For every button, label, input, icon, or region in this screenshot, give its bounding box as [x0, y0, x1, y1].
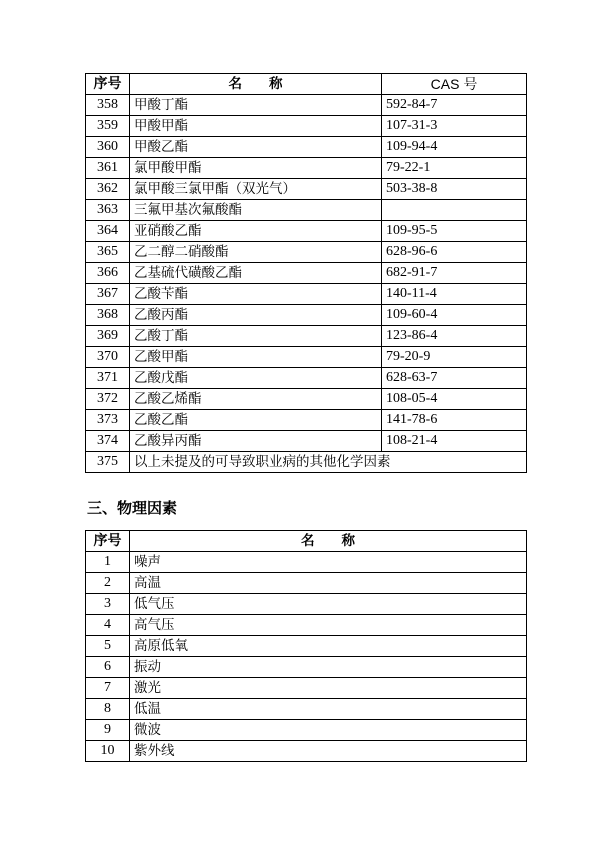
table-row	[86, 573, 527, 594]
row-cas-number: 79-20-9	[382, 347, 527, 368]
row-name: 低温	[130, 699, 527, 720]
row-name: 乙酸丙酯	[130, 305, 382, 326]
table-row	[86, 452, 527, 473]
row-serial-number: 367	[86, 284, 130, 305]
row-serial-number: 3	[86, 594, 130, 615]
row-name: 乙二醇二硝酸酯	[130, 242, 382, 263]
row-cas-number: 79-22-1	[382, 158, 527, 179]
row-cas-number: 141-78-6	[382, 410, 527, 431]
table-row	[86, 263, 527, 284]
row-name: 微波	[130, 720, 527, 741]
row-name: 乙基硫代磺酸乙酯	[130, 263, 382, 284]
row-name: 乙酸丁酯	[130, 326, 382, 347]
row-cas-number: 628-96-6	[382, 242, 527, 263]
section-title: 三、物理因素	[87, 499, 178, 517]
row-serial-number: 372	[86, 389, 130, 410]
table-row	[86, 200, 527, 221]
row-serial-number: 375	[86, 452, 130, 473]
table-row	[86, 116, 527, 137]
row-serial-number: 358	[86, 95, 130, 116]
table-row	[86, 594, 527, 615]
table-row	[86, 552, 527, 573]
row-serial-number: 359	[86, 116, 130, 137]
row-name: 噪声	[130, 552, 527, 573]
table-row	[86, 221, 527, 242]
row-serial-number: 360	[86, 137, 130, 158]
row-serial-number: 2	[86, 573, 130, 594]
row-serial-number: 364	[86, 221, 130, 242]
row-name: 高气压	[130, 615, 527, 636]
row-name: 高原低氧	[130, 636, 527, 657]
table-row	[86, 347, 527, 368]
row-cas-number: 109-94-4	[382, 137, 527, 158]
table-row	[86, 657, 527, 678]
table-row	[86, 699, 527, 720]
table-row	[86, 137, 527, 158]
row-name: 乙酸乙烯酯	[130, 389, 382, 410]
row-serial-number: 369	[86, 326, 130, 347]
row-name: 三氟甲基次氟酸酯	[130, 200, 382, 221]
row-name: 亚硝酸乙酯	[130, 221, 382, 242]
row-serial-number: 8	[86, 699, 130, 720]
table-row	[86, 368, 527, 389]
row-cas-number: 682-91-7	[382, 263, 527, 284]
row-cas-number: 592-84-7	[382, 95, 527, 116]
row-cas-number	[382, 200, 527, 221]
table-header-row	[86, 74, 527, 95]
row-cas-number: 140-11-4	[382, 284, 527, 305]
row-cas-number: 107-31-3	[382, 116, 527, 137]
row-cas-number: 109-60-4	[382, 305, 527, 326]
row-name: 乙酸戊酯	[130, 368, 382, 389]
row-name: 以上未提及的可导致职业病的其他化学因素	[130, 452, 527, 473]
table-row	[86, 741, 527, 762]
row-cas-number: 628-63-7	[382, 368, 527, 389]
header-serial-number: 序号	[86, 531, 130, 552]
row-serial-number: 365	[86, 242, 130, 263]
row-name: 氯甲酸三氯甲酯（双光气）	[130, 179, 382, 200]
row-cas-number: 503-38-8	[382, 179, 527, 200]
table-row	[86, 95, 527, 116]
table-header-row	[86, 531, 527, 552]
header-name: 名 称	[130, 74, 382, 95]
row-cas-number: 123-86-4	[382, 326, 527, 347]
table-row	[86, 431, 527, 452]
table-row	[86, 158, 527, 179]
row-serial-number: 7	[86, 678, 130, 699]
table-row	[86, 305, 527, 326]
row-serial-number: 374	[86, 431, 130, 452]
row-name: 乙酸异丙酯	[130, 431, 382, 452]
row-serial-number: 368	[86, 305, 130, 326]
row-serial-number: 9	[86, 720, 130, 741]
table-row	[86, 389, 527, 410]
row-serial-number: 6	[86, 657, 130, 678]
row-cas-number: 108-21-4	[382, 431, 527, 452]
row-cas-number: 108-05-4	[382, 389, 527, 410]
row-serial-number: 366	[86, 263, 130, 284]
row-serial-number: 4	[86, 615, 130, 636]
table-row	[86, 179, 527, 200]
row-serial-number: 10	[86, 741, 130, 762]
row-name: 振动	[130, 657, 527, 678]
row-serial-number: 1	[86, 552, 130, 573]
header-cas-number: CAS 号	[382, 74, 527, 95]
row-name: 紫外线	[130, 741, 527, 762]
row-name: 高温	[130, 573, 527, 594]
row-serial-number: 363	[86, 200, 130, 221]
row-serial-number: 5	[86, 636, 130, 657]
row-serial-number: 371	[86, 368, 130, 389]
row-name: 甲酸乙酯	[130, 137, 382, 158]
row-serial-number: 373	[86, 410, 130, 431]
header-serial-number: 序号	[86, 74, 130, 95]
header-name: 名 称	[130, 531, 527, 552]
row-name: 乙酸甲酯	[130, 347, 382, 368]
row-name: 乙酸苄酯	[130, 284, 382, 305]
row-serial-number: 370	[86, 347, 130, 368]
chemical-factors-table	[85, 73, 527, 473]
table-row	[86, 636, 527, 657]
table-row	[86, 326, 527, 347]
table-row	[86, 242, 527, 263]
row-serial-number: 362	[86, 179, 130, 200]
table-row	[86, 410, 527, 431]
row-name: 氯甲酸甲酯	[130, 158, 382, 179]
row-name: 低气压	[130, 594, 527, 615]
row-name: 激光	[130, 678, 527, 699]
table-row	[86, 678, 527, 699]
table-row	[86, 720, 527, 741]
row-serial-number: 361	[86, 158, 130, 179]
table-row	[86, 615, 527, 636]
row-cas-number: 109-95-5	[382, 221, 527, 242]
row-name: 甲酸丁酯	[130, 95, 382, 116]
row-name: 甲酸甲酯	[130, 116, 382, 137]
row-name: 乙酸乙酯	[130, 410, 382, 431]
table-row	[86, 284, 527, 305]
physical-factors-table	[85, 530, 527, 762]
